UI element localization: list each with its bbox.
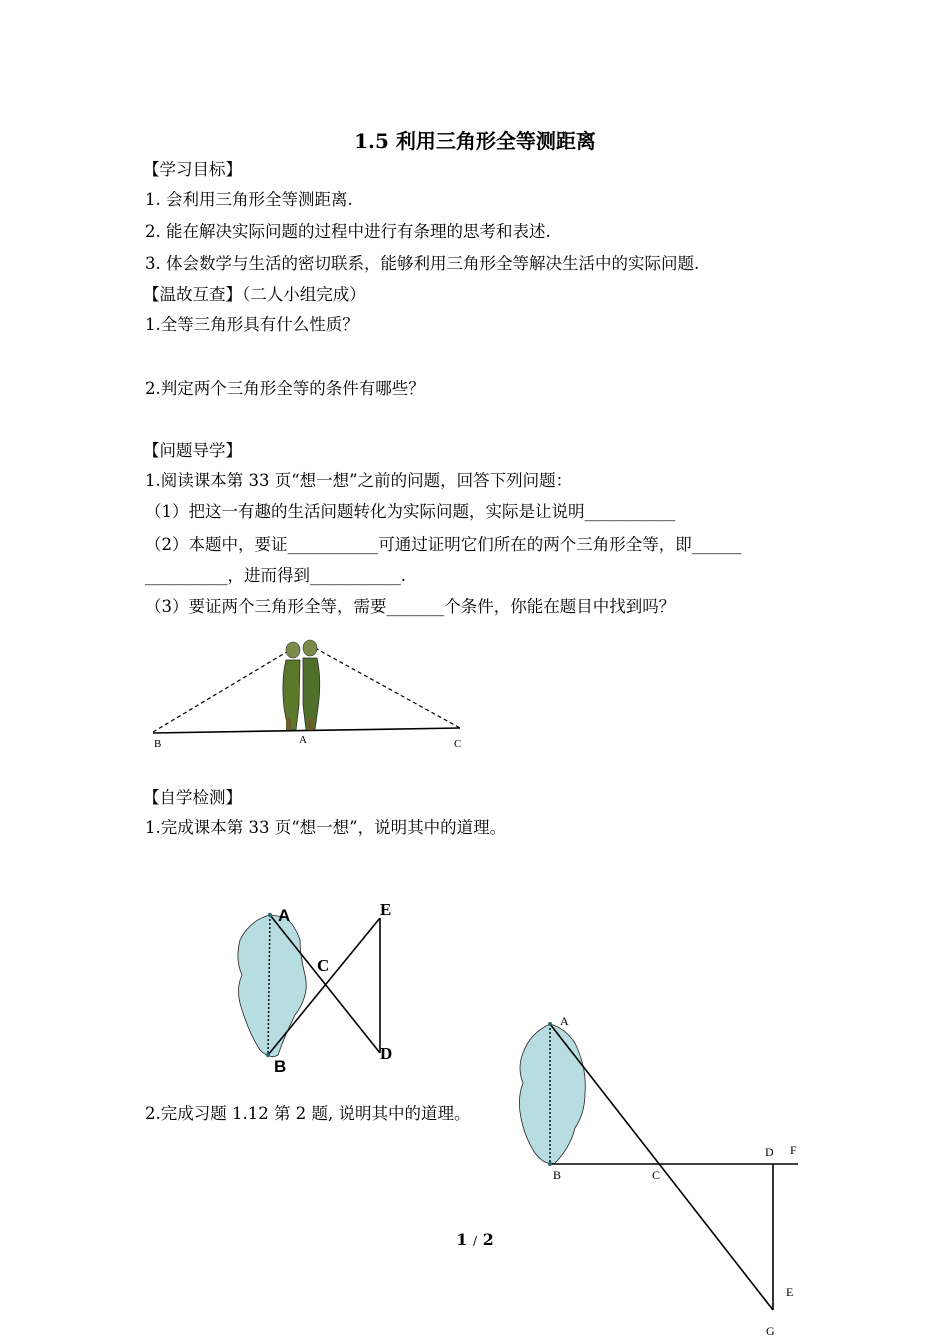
- label-e: E: [380, 900, 392, 919]
- label-d: D: [380, 1044, 393, 1063]
- label-b: B: [154, 738, 162, 750]
- goal-item: 2. 能在解决实际问题的过程中进行有条理的思考和表述.: [145, 222, 551, 241]
- label-b: B: [274, 1057, 287, 1076]
- label-c: C: [652, 1168, 661, 1182]
- goals-heading: 【学习目标】: [143, 160, 242, 179]
- guide-question-1: 1.阅读课本第 33 页“想一想”之前的问题，回答下列问题：: [145, 471, 573, 490]
- label-d: D: [765, 1145, 774, 1159]
- page-separator: /: [472, 1234, 478, 1248]
- label-f: F: [790, 1143, 797, 1157]
- review-question-2: 2.判定两个三角形全等的条件有哪些？: [145, 379, 425, 398]
- label-a: A: [278, 906, 291, 925]
- page-total: 2: [482, 1230, 494, 1249]
- soldiers-figure: [140, 630, 480, 755]
- page-current: 1: [456, 1230, 468, 1249]
- label-b: B: [553, 1168, 562, 1182]
- soldier-left-icon: [283, 642, 300, 730]
- guide-part-1: （1）把这一有趣的生活问题转化为实际问题，实际是让说明___________: [145, 502, 676, 521]
- selfcheck-question-2: 2.完成习题 1.12 第 2 题, 说明其中的道理。: [145, 1104, 471, 1123]
- review-heading: 【温故互查】（二人小组完成）: [143, 285, 366, 304]
- line-ag: [550, 1024, 773, 1310]
- review-question-1: 1.全等三角形具有什么性质？: [145, 315, 359, 334]
- label-g: G: [766, 1324, 775, 1338]
- selfcheck-heading: 【自学检测】: [143, 788, 242, 807]
- guide-part-2: （2）本题中，要证___________可通过证明它们所在的两个三角形全等，即______: [145, 535, 742, 554]
- page-title: 1.5 利用三角形全等测距离: [354, 129, 596, 153]
- selfcheck-question-1: 1.完成课本第 33 页“想一想”，说明其中的道理。: [145, 818, 507, 837]
- dashed-line-ba: [153, 650, 290, 732]
- dashed-line-ac: [315, 648, 460, 728]
- pond-shape: [519, 1024, 585, 1164]
- label-c: C: [454, 738, 462, 750]
- pond-figure-1: [230, 895, 410, 1080]
- soldier-right-icon: [303, 640, 320, 730]
- label-e: E: [786, 1285, 794, 1299]
- pond-figure-2: [515, 1008, 810, 1344]
- guide-part-3: （3）要证两个三角形全等，需要_______个条件，你能在题目中找到吗？: [145, 597, 676, 616]
- guide-part-2-cont: __________，进而得到___________.: [145, 566, 406, 585]
- label-a: A: [299, 734, 307, 746]
- goal-item: 3. 体会数学与生活的密切联系，能够利用三角形全等解决生活中的实际问题.: [145, 254, 700, 273]
- label-c: C: [317, 956, 330, 975]
- pond-shape: [238, 915, 306, 1057]
- goal-item: 1. 会利用三角形全等测距离.: [145, 190, 353, 209]
- guide-heading: 【问题导学】: [143, 441, 242, 460]
- label-a: A: [560, 1014, 569, 1028]
- page-number: [0, 1230, 950, 1249]
